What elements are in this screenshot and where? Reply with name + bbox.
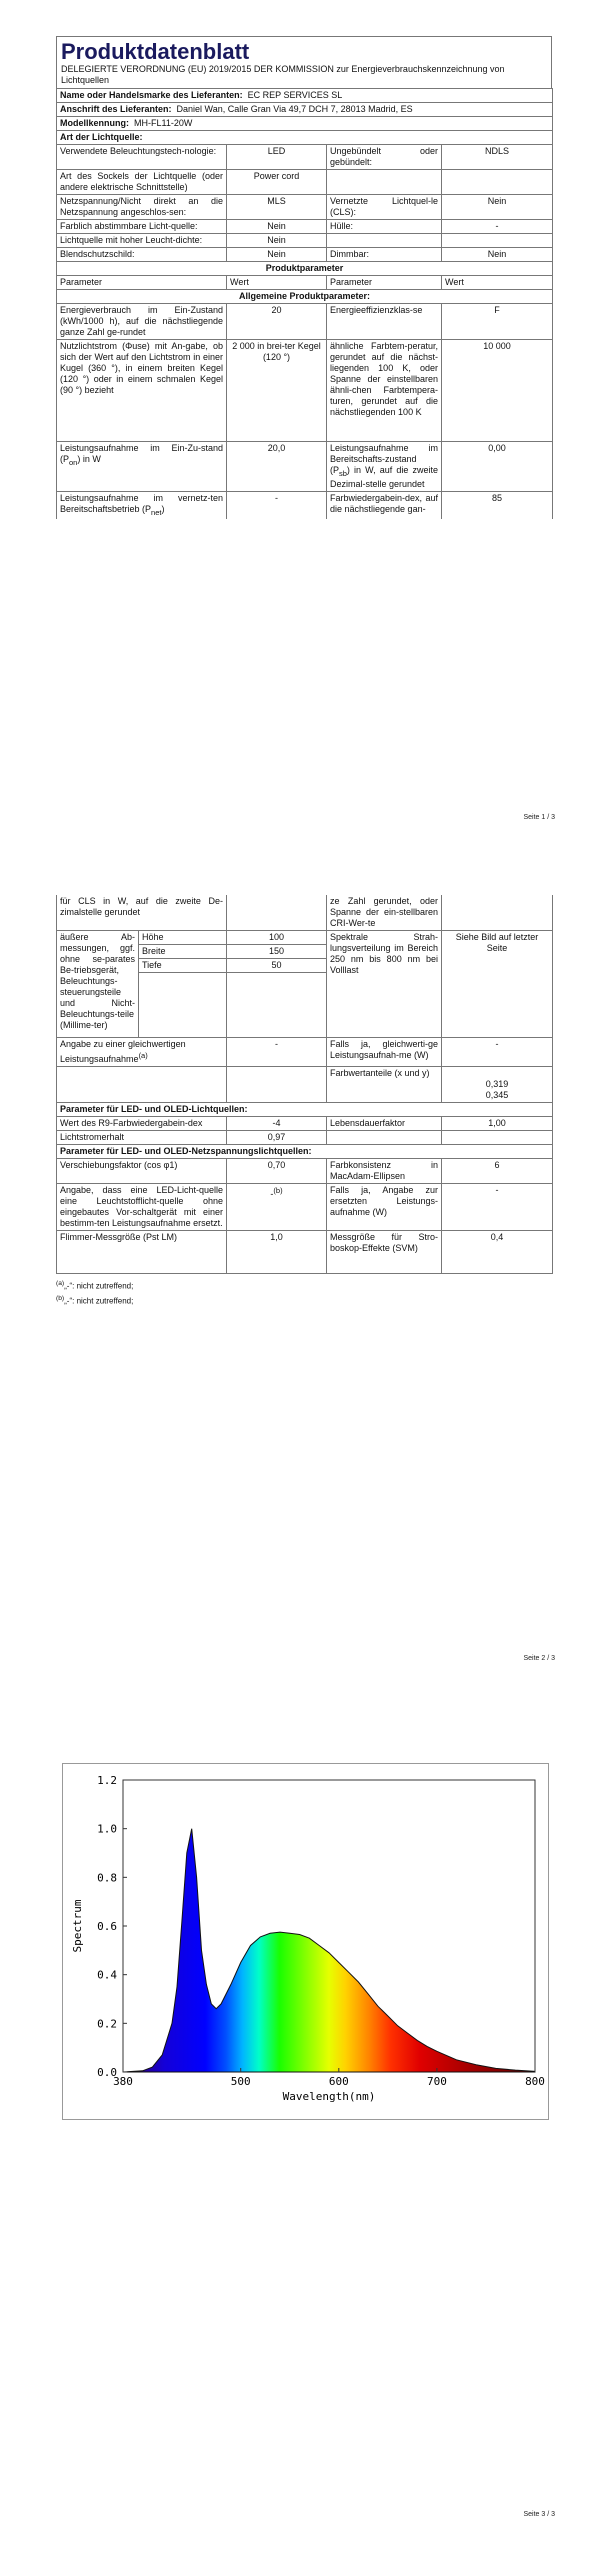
chromaticity-y: 0,345 [485,1090,509,1100]
luminous-flux-value: 2 000 in brei-ter Kegel (120 °) [227,340,327,442]
standby-power-label-tail: ) in W, auf die zweite Dezimal-stelle gerundet [330,465,438,489]
energy-consumption-row [57,304,553,340]
x-axis-label: Wavelength(nm) [282,2090,376,2103]
standby-power-label [327,442,442,492]
x-tick-label: 600 [328,2075,349,2088]
y-tick-label: 1.0 [97,1822,117,1836]
energy-class-value: F [442,304,553,340]
dimension-value: 150 [227,945,327,959]
replacement-r-label: Falls ja, Angabe zur ersetzten Leistungs-aufnahme (W) [327,1184,442,1231]
footnote-a [56,1278,552,1293]
spectrum-area [123,1829,535,2072]
dimension-name: Tiefe [139,959,227,973]
cri-label-cont: ze Zahl gerundet, oder Spanne der ein-stellbaren CRI-Wer-te [327,895,442,931]
y-tick-label: 0.0 [97,2066,117,2079]
light-type-label [327,170,442,195]
page-3 [0,1705,603,2560]
flicker-row [57,1231,553,1274]
page-footer: Seite 2 / 3 [523,1655,555,1662]
light-type-label [327,234,442,248]
page-title: Produktdatenblatt [61,39,250,64]
empty-cell [227,973,327,1038]
color-temperature-value: 10 000 [442,340,553,442]
chromaticity-value [442,1067,553,1103]
empty-cell [442,1131,553,1145]
dimensions-label: äußere Ab-messungen, ggf. ohne se-parates Be-triebsgerät, Beleuchtungs-steuerungsteile und Nicht-Beleuchtungs-teile (Millime-ter) [57,931,139,1038]
stroboscopic-value: 0,4 [442,1231,553,1274]
page-2 [0,845,603,1705]
equivalent-power-label [57,1038,227,1067]
light-type-value: Nein [227,234,327,248]
flicker-value: 1,0 [227,1231,327,1274]
column-header-row [57,276,553,290]
x-tick-label: 500 [230,2075,251,2088]
light-type-row [57,145,553,170]
column-header-value: Wert [442,276,553,290]
supplier-address-value: Daniel Wan, Calle Gran Via 49,7 DCH 7, 28013 Madrid, ES [176,104,413,114]
power-on-value: 20,0 [227,442,327,492]
empty-cell [139,973,227,1038]
footnote-ref: (a) [138,1051,148,1060]
networked-standby-label-text: Leistungsaufnahme im vernetz-ten Bereitschaftsbetrieb (P [60,492,223,514]
light-type-value: Nein [227,220,327,234]
empty-cell [227,895,327,931]
supplier-name-label: Name oder Handelsmarke des Lieferanten: [60,90,243,100]
footnotes [56,1278,552,1307]
power-on-row [57,442,553,492]
energy-consumption-label: Energieverbrauch im Ein-Zustand (kWh/1000 h), auf die nächstliegende ganze Zahl ge-rundet [57,304,227,340]
spectrum-chart-box [62,1763,549,2120]
spectral-value: Siehe Bild auf letzter Seite [442,931,553,1038]
datasheet-table [56,88,553,519]
chromaticity-label: Farbwertanteile (x und y) [327,1067,442,1103]
cri-label: Farbwiedergabein-dex, auf die nächstliegende gan- [327,491,442,518]
product-params-heading: Produktparameter [57,262,553,276]
light-type-value: MLS [227,195,327,220]
macadam-label: Farbkonsistenz in MacAdam-Ellipsen [327,1159,442,1184]
supplier-name-row [57,89,553,103]
dimension-value: 100 [227,931,327,945]
standby-power-value: 0,00 [442,442,553,492]
column-header-parameter: Parameter [57,276,227,290]
power-factor-row [57,1159,553,1184]
equivalent-power-r-label: Falls ja, gleichwerti-ge Leistungsaufnah-me (W) [327,1038,442,1067]
equivalent-power-value: - [227,1038,327,1067]
networked-standby-label-tail: ) [161,503,165,514]
y-tick-label: 0.4 [97,1968,117,1982]
empty-cell [442,895,553,931]
r9-row [57,1117,553,1131]
r9-value: -4 [227,1117,327,1131]
dimension-name: Breite [139,945,227,959]
footnote-a-marker: (a) [56,1280,65,1287]
light-type-value: LED [227,145,327,170]
datasheet-page-2 [56,895,552,1307]
y-tick-label: 0.2 [97,2017,117,2031]
light-type-label: Farblich abstimmbare Licht-quelle: [57,220,227,234]
light-type-row [57,220,553,234]
supplier-name-value: EC REP SERVICES SL [247,90,343,100]
energy-consumption-value: 20 [227,304,327,340]
light-type-value [442,170,553,195]
light-type-label: Verwendete Beleuchtungstech-nologie: [57,145,227,170]
column-header-value: Wert [227,276,327,290]
led-params-heading: Parameter für LED- und OLED-Lichtquellen: [57,1103,553,1117]
light-type-row [57,234,553,248]
light-type-label: Blendschutzschild: [57,248,227,262]
replacement-label: Angabe, dass eine LED-Licht-quelle eine Leuchtstofflicht-quelle ohne eingebautes Vor-schaltgerät mit einer bestimm-ten Leistungsaufnahme ersetzt. [57,1184,227,1231]
networked-standby-label [57,491,227,518]
replacement-value [227,1184,327,1231]
light-type-label: Hülle: [327,220,442,234]
replacement-value-text: - [270,1189,274,1199]
datasheet-table-continued [56,895,553,1274]
networked-standby-label-cont: für CLS in W, auf die zweite De-zimalstelle gerundet [57,895,227,931]
model-row [57,117,553,131]
y-tick-label: 0.8 [97,1871,117,1885]
equivalent-power-label-text: Angabe zu einer gleichwertigen Leistungsaufnahme [60,1039,186,1064]
led-heading-row [57,1103,553,1117]
light-type-label: Dimmbar: [327,248,442,262]
power-factor-label: Verschiebungsfaktor (cos φ1) [57,1159,227,1184]
dimension-name: Höhe [139,931,227,945]
replacement-r-value: - [442,1184,553,1231]
supplier-address-label: Anschrift des Lieferanten: [60,104,172,114]
lumen-maintenance-label: Lichtstromerhalt [57,1131,227,1145]
empty-cell [227,1067,327,1103]
equivalent-power-r-value: - [442,1038,553,1067]
chromaticity-x: 0,319 [485,1079,509,1089]
y-tick-label: 0.6 [97,1920,117,1933]
replacement-row [57,1184,553,1231]
equivalent-power-row [57,1038,553,1067]
light-type-value: Nein [227,248,327,262]
spectrum-chart [63,1764,548,2119]
luminous-flux-label: Nutzlichtstrom (Φuse) mit An-gabe, ob sich der Wert auf den Lichtstrom in einer Kugel (360 °), in einem breiten Kegel (120 °) oder in einem schmalen Kegel (90 °) bezieht [57,340,227,442]
power-on-label-tail: ) in W [77,454,101,464]
regulation-subtitle: DELEGIERTE VERORDNUNG (EU) 2019/2015 DER KOMMISSION zur Energieverbrauchskennzeichnung von Lichtquellen [61,64,505,85]
dimension-value: 50 [227,959,327,973]
networked-standby-row [57,491,553,518]
stroboscopic-label: Messgröße für Stro-boskop-Effekte (SVM) [327,1231,442,1274]
standby-power-label-text: Leistungsaufnahme im Bereitschafts-zustand (P [330,443,438,475]
general-params-heading-row [57,290,553,304]
product-params-heading-row [57,262,553,276]
spectral-label: Spektrale Strah-lungsverteilung im Bereich 250 nm bis 800 nm bei Volllast [327,931,442,1038]
power-on-label-sub: on [69,457,78,467]
lumen-maintenance-value: 0,97 [227,1131,327,1145]
energy-class-label: Energieeffizienzklas-se [327,304,442,340]
luminous-flux-row [57,340,553,442]
continued-row [57,895,553,931]
page-1 [0,0,603,845]
supplier-address-row [57,103,553,117]
footnote-a-text: „-“: nicht zutreffend; [64,1281,134,1291]
light-type-heading-row [57,131,553,145]
macadam-value: 6 [442,1159,553,1184]
light-type-label: Lichtquelle mit hoher Leucht-dichte: [57,234,227,248]
networked-standby-label-sub: net [151,507,162,517]
light-type-heading: Art der Lichtquelle: [57,131,553,145]
life-factor-value: 1,00 [442,1117,553,1131]
light-type-value: Power cord [227,170,327,195]
flicker-label: Flimmer-Messgröße (Pst LM) [57,1231,227,1274]
light-type-row [57,195,553,220]
header-box [56,36,552,88]
model-value: MH-FL11-20W [134,118,193,128]
light-type-label: Art des Sockels der Lichtquelle (oder andere elektrische Schnittstelle) [57,170,227,195]
networked-standby-value: - [227,491,327,518]
footnote-ref: (b) [273,1186,283,1195]
power-factor-value: 0,70 [227,1159,327,1184]
page-footer: Seite 3 / 3 [523,2511,555,2518]
light-type-value: Nein [442,248,553,262]
footnote-b-marker: (b) [56,1294,65,1302]
r9-label: Wert des R9-Farbwiedergabein-dex [57,1117,227,1131]
x-tick-label: 800 [525,2075,545,2088]
light-type-label: Ungebündelt oder gebündelt: [327,145,442,170]
page-footer: Seite 1 / 3 [523,814,555,821]
standby-power-label-sub: sb [339,468,347,478]
chromaticity-row [57,1067,553,1103]
mains-params-heading: Parameter für LED- und OLED-Netzspannungslichtquellen: [57,1145,553,1159]
light-type-value: - [442,220,553,234]
light-type-row [57,248,553,262]
empty-cell [327,1131,442,1145]
general-params-heading: Allgemeine Produktparameter: [57,290,553,304]
model-label: Modellkennung: [60,118,129,128]
y-axis-label: Spectrum [71,1899,84,1953]
y-tick-label: 1.2 [97,1774,117,1787]
life-factor-label: Lebensdauerfaktor [327,1117,442,1131]
mains-heading-row [57,1145,553,1159]
light-type-value [442,234,553,248]
light-type-value: Nein [442,195,553,220]
dimensions-row [57,931,553,945]
power-on-label [57,442,227,492]
empty-cell [57,1067,227,1103]
footnote-b [56,1293,552,1308]
column-header-parameter: Parameter [327,276,442,290]
light-type-label: Netzspannung/Nicht direkt an die Netzspannung angeschlos-sen: [57,195,227,220]
footnote-b-text: „-“: nicht zutreffend; [64,1296,134,1306]
lumen-maintenance-row [57,1131,553,1145]
cri-value: 85 [442,491,553,518]
light-type-label: Vernetzte Lichtquel-le (CLS): [327,195,442,220]
light-type-row [57,170,553,195]
x-tick-label: 380 [113,2075,133,2088]
datasheet-page-1 [56,36,552,519]
power-on-label-text: Leistungsaufnahme im Ein-Zu-stand (P [60,443,223,464]
x-tick-label: 700 [426,2075,447,2088]
color-temperature-label: ähnliche Farbtem-peratur, gerundet auf die nächst-liegenden 100 K, oder Spanne der einstellbaren ähnli-chen Farbtempera-turen, gerundet auf die nächstliegenden 100 K [327,340,442,442]
light-type-value: NDLS [442,145,553,170]
